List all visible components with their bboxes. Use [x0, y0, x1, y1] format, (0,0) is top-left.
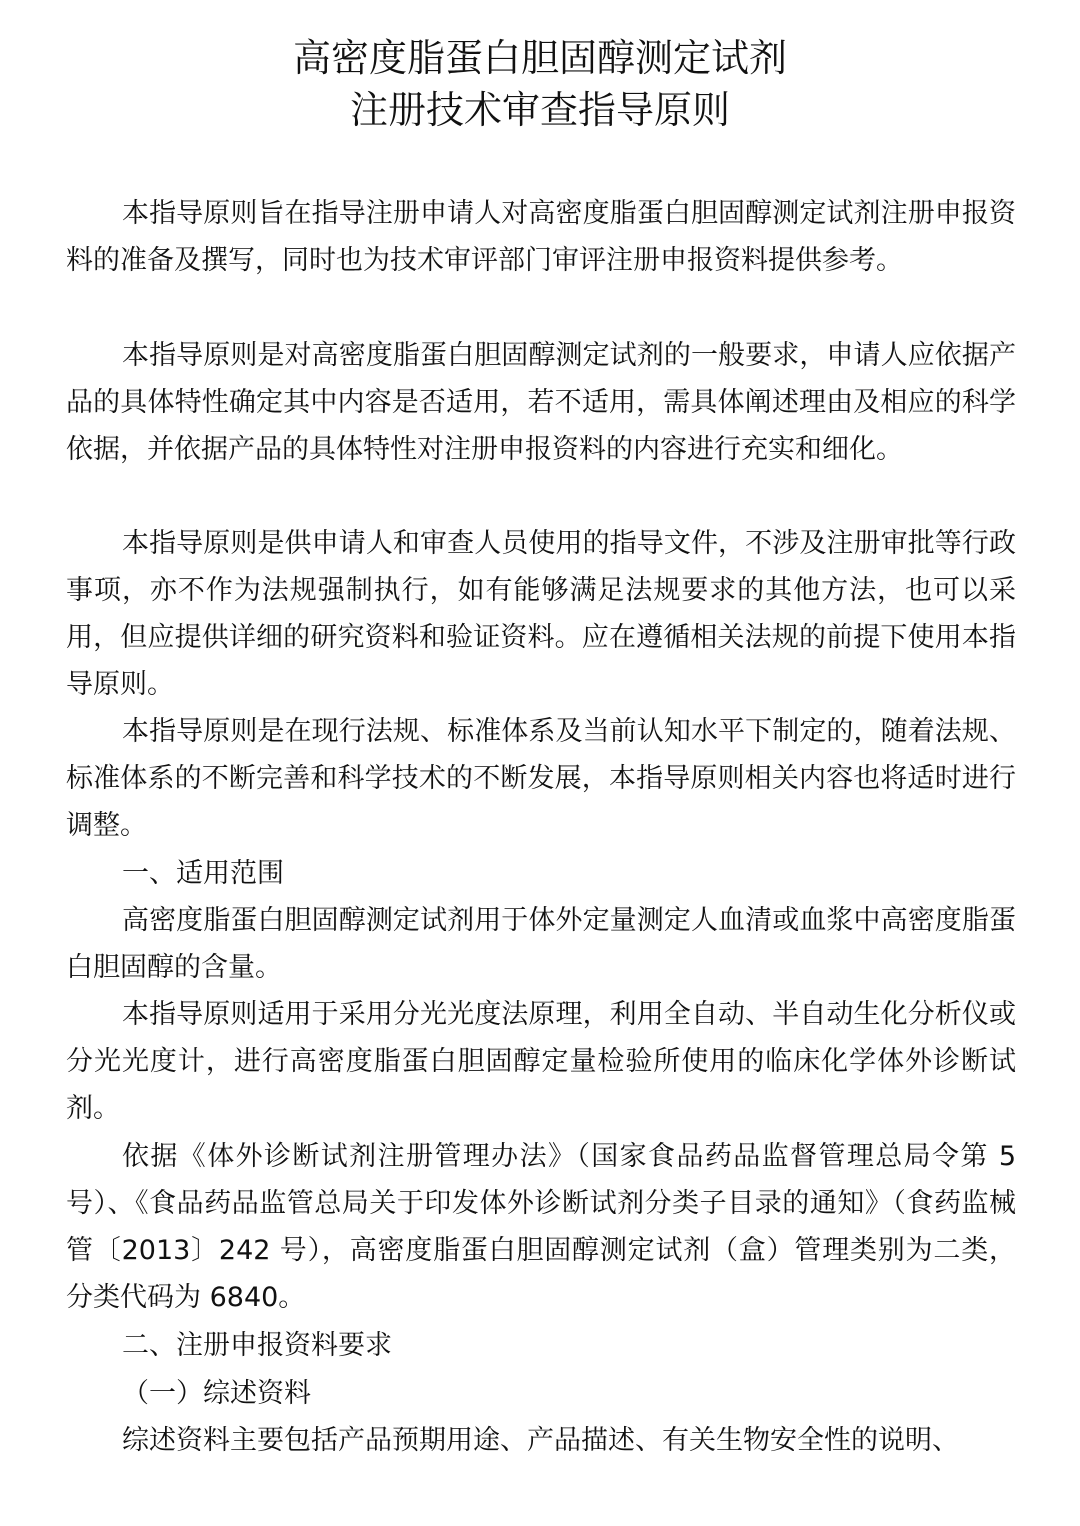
- title-line-2: 注册技术审查指导原则: [349, 88, 730, 132]
- section-heading-scope: 一、适用范围: [122, 858, 284, 889]
- paragraph-intro-4: 本指导原则是在现行法规、标准体系及当前认知水平下制定的，随着法规、标准体系的不断完善和科学技术的不断发展，本指导原则相关内容也将适时进行调整。: [66, 716, 1016, 841]
- paragraph-intro-2: 本指导原则是对高密度脂蛋白胆固醇测定试剂的一般要求，申请人应依据产品的具体特性确定其中内容是否适用，若不适用，需具体阐述理由及相应的科学依据，并依据产品的具体特性对注册申报资料的内容进行充实和细化。: [66, 340, 1016, 465]
- paragraph-scope-3: 依据《体外诊断试剂注册管理办法》（国家食品药品监督管理总局令第 5 号）、《食品药品监管总局关于印发体外诊断试剂分类子目录的通知》（食药监械管〔2013〕242 号），高密度脂蛋白胆固醇测定试剂（盒）管理类别为二类，分类代码为 6840。: [66, 1141, 1016, 1313]
- paragraph-intro-3: 本指导原则是供申请人和审查人员使用的指导文件，不涉及注册审批等行政事项，亦不作为法规强制执行，如有能够满足法规要求的其他方法，也可以采用，但应提供详细的研究资料和验证资料。应在遵循相关法规的前提下使用本指导原则。: [66, 528, 1016, 700]
- subsection-heading-summary: （一）综述资料: [122, 1378, 311, 1409]
- section-heading-requirements: 二、注册申报资料要求: [122, 1330, 392, 1361]
- paragraph-summary-1: 综述资料主要包括产品预期用途、产品描述、有关生物安全性的说明、: [122, 1425, 959, 1456]
- paragraph-scope-2: 本指导原则适用于采用分光光度法原理，利用全自动、半自动生化分析仪或分光光度计，进行高密度脂蛋白胆固醇定量检验所使用的临床化学体外诊断试剂。: [66, 999, 1016, 1124]
- paragraph-scope-1: 高密度脂蛋白胆固醇测定试剂用于体外定量测定人血清或血浆中高密度脂蛋白胆固醇的含量。: [66, 905, 1016, 983]
- title-line-1: 高密度脂蛋白胆固醇测定试剂: [292, 36, 787, 80]
- paragraph-intro-1: 本指导原则旨在指导注册申请人对高密度脂蛋白胆固醇测定试剂注册申报资料的准备及撰写，同时也为技术审评部门审评注册申报资料提供参考。: [66, 198, 1016, 276]
